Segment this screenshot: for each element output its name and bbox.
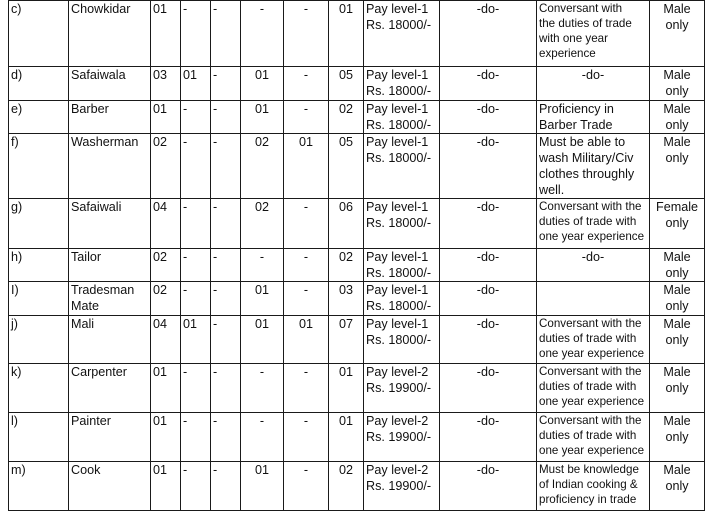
age-cell: -do- <box>440 101 537 134</box>
count-cell-2: - <box>181 282 211 316</box>
count-cell-5: - <box>284 413 329 462</box>
age-cell: -do- <box>440 413 537 462</box>
pay-line: Rs. 18000/- <box>366 333 432 347</box>
total-cell: 02 <box>329 101 364 134</box>
pay-line: Rs. 19900/- <box>366 479 432 493</box>
remarks-cell <box>650 134 705 199</box>
total-cell: 01 <box>329 1 364 67</box>
age-cell: -do- <box>440 364 537 413</box>
count-cell-2: - <box>181 101 211 134</box>
count-cell-4: - <box>241 249 284 282</box>
qualification-cell <box>537 364 650 413</box>
table-row <box>9 316 705 364</box>
pay-line: Rs. 19900/- <box>366 430 432 444</box>
serial-cell: k) <box>9 364 69 413</box>
table-row <box>9 101 705 134</box>
count-cell-1: 02 <box>151 134 181 199</box>
qualification-cell <box>537 101 650 134</box>
remarks-cell <box>650 1 705 67</box>
count-cell-3: - <box>211 364 241 413</box>
count-cell-1: 02 <box>151 249 181 282</box>
post-name-cell: Painter <box>69 413 151 462</box>
remarks-cell-line: only <box>665 381 689 395</box>
pay-line: Rs. 18000/- <box>366 151 432 165</box>
count-cell-5: - <box>284 199 329 249</box>
pay-line: Pay level-2 <box>366 414 429 428</box>
total-cell: 02 <box>329 249 364 282</box>
remarks-cell-line: only <box>665 333 689 347</box>
qualification-cell-line: experience <box>539 47 596 60</box>
remarks-cell <box>650 462 705 511</box>
post-name-cell: Tradesman Mate <box>69 282 151 316</box>
count-cell-5: - <box>284 1 329 67</box>
qualification-cell <box>537 462 650 511</box>
qualification-cell-line: Must be able to <box>539 135 626 149</box>
qualification-cell <box>537 249 650 282</box>
post-name-cell: Safaiwali <box>69 199 151 249</box>
pay-line: Pay level-1 <box>366 135 429 149</box>
pay-line: Pay level-1 <box>366 250 429 264</box>
qualification-cell-line: Conversant with the <box>539 317 642 330</box>
total-cell: 03 <box>329 282 364 316</box>
qualification-cell <box>537 67 650 101</box>
table-body <box>9 1 705 511</box>
serial-cell: j) <box>9 316 69 364</box>
age-cell: -do- <box>440 67 537 101</box>
qualification-cell-line: Must be knowledge <box>539 463 639 476</box>
count-cell-2: - <box>181 134 211 199</box>
count-cell-3: - <box>211 101 241 134</box>
table-row <box>9 249 705 282</box>
count-cell-2: - <box>181 199 211 249</box>
qualification-cell-line: proficiency in trade <box>539 493 637 506</box>
count-cell-1: 01 <box>151 364 181 413</box>
count-cell-5: - <box>284 101 329 134</box>
count-cell-2: - <box>181 364 211 413</box>
post-name-cell: Carpenter <box>69 364 151 413</box>
count-cell-1: 01 <box>151 462 181 511</box>
pay-line: Pay level-2 <box>366 463 429 477</box>
remarks-cell-line: Male <box>663 463 691 477</box>
count-cell-4: 02 <box>241 134 284 199</box>
count-cell-2: - <box>181 1 211 67</box>
remarks-cell <box>650 101 705 134</box>
pay-line: Pay level-1 <box>366 102 429 116</box>
qualification-cell-line: one year experience <box>539 395 645 408</box>
remarks-cell-line: only <box>665 84 689 98</box>
pay-line: Rs. 18000/- <box>366 18 432 32</box>
pay-line: Rs. 19900/- <box>366 381 432 395</box>
count-cell-4: - <box>241 1 284 67</box>
serial-cell: e) <box>9 101 69 134</box>
remarks-cell <box>650 413 705 462</box>
age-cell: -do- <box>440 282 537 316</box>
remarks-cell-line: only <box>665 266 689 280</box>
count-cell-5: - <box>284 364 329 413</box>
remarks-cell-line: only <box>665 151 689 165</box>
pay-line: Rs. 18000/- <box>366 216 432 230</box>
count-cell-5: 01 <box>284 134 329 199</box>
age-cell: -do- <box>440 316 537 364</box>
pay-line: Pay level-2 <box>366 365 429 379</box>
pay-cell <box>364 101 440 134</box>
count-cell-4: 01 <box>241 67 284 101</box>
count-cell-3: - <box>211 316 241 364</box>
qualification-cell-line: wash Military/Civ <box>539 151 634 165</box>
serial-cell: d) <box>9 67 69 101</box>
serial-cell: f) <box>9 134 69 199</box>
total-cell: 06 <box>329 199 364 249</box>
qualification-cell-line: -do- <box>581 250 605 264</box>
total-cell: 01 <box>329 413 364 462</box>
serial-cell: l) <box>9 413 69 462</box>
qualification-cell-line: duties of trade with <box>539 429 637 442</box>
total-cell: 02 <box>329 462 364 511</box>
remarks-cell-line: Male <box>663 365 691 379</box>
count-cell-3: - <box>211 1 241 67</box>
total-cell: 05 <box>329 67 364 101</box>
count-cell-4: - <box>241 413 284 462</box>
qualification-cell-line: Proficiency in <box>539 102 614 116</box>
remarks-cell <box>650 316 705 364</box>
qualification-cell <box>537 199 650 249</box>
count-cell-2: - <box>181 413 211 462</box>
count-cell-4: 01 <box>241 282 284 316</box>
qualification-cell-line: one year experience <box>539 347 645 360</box>
count-cell-3: - <box>211 249 241 282</box>
remarks-cell-line: Male <box>663 135 691 149</box>
pay-line: Pay level-1 <box>366 200 429 214</box>
count-cell-5: - <box>284 282 329 316</box>
pay-line: Rs. 18000/- <box>366 299 432 313</box>
remarks-cell-line: Male <box>663 250 691 264</box>
age-cell: -do- <box>440 134 537 199</box>
count-cell-2: - <box>181 249 211 282</box>
post-name-cell: Barber <box>69 101 151 134</box>
count-cell-2: 01 <box>181 67 211 101</box>
remarks-cell-line: Male <box>663 317 691 331</box>
qualification-cell-line: of Indian cooking & <box>539 478 638 491</box>
pay-cell <box>364 462 440 511</box>
remarks-cell <box>650 364 705 413</box>
table-row <box>9 199 705 249</box>
age-cell: -do- <box>440 199 537 249</box>
count-cell-1: 04 <box>151 199 181 249</box>
pay-line: Pay level-1 <box>366 317 429 331</box>
count-cell-1: 01 <box>151 413 181 462</box>
qualification-cell-line: with one year <box>539 32 608 45</box>
pay-cell <box>364 413 440 462</box>
table-row <box>9 282 705 316</box>
post-name-cell: Safaiwala <box>69 67 151 101</box>
pay-cell <box>364 134 440 199</box>
pay-cell <box>364 67 440 101</box>
count-cell-2: - <box>181 462 211 511</box>
serial-cell: h) <box>9 249 69 282</box>
qualification-cell-line: one year experience <box>539 230 645 243</box>
qualification-cell-line: Barber Trade <box>539 118 613 132</box>
count-cell-4: 01 <box>241 462 284 511</box>
qualification-cell-line: Conversant with <box>539 2 623 15</box>
post-name-cell: Washerman <box>69 134 151 199</box>
total-cell: 07 <box>329 316 364 364</box>
qualification-cell-line: the duties of trade <box>539 17 632 30</box>
remarks-cell <box>650 249 705 282</box>
qualification-cell-line: Conversant with the <box>539 200 642 213</box>
age-cell: -do- <box>440 462 537 511</box>
qualification-cell-line: one year experience <box>539 444 645 457</box>
serial-cell: I) <box>9 282 69 316</box>
remarks-cell-line: Male <box>663 68 691 82</box>
table-row <box>9 413 705 462</box>
pay-line: Rs. 18000/- <box>366 84 432 98</box>
post-name-cell: Cook <box>69 462 151 511</box>
remarks-cell <box>650 67 705 101</box>
count-cell-4: 01 <box>241 101 284 134</box>
count-cell-2: 01 <box>181 316 211 364</box>
remarks-cell-line: Male <box>663 2 691 16</box>
qualification-cell <box>537 316 650 364</box>
qualification-cell-line: -do- <box>581 68 605 82</box>
pay-line: Pay level-1 <box>366 2 429 16</box>
count-cell-5: - <box>284 462 329 511</box>
remarks-cell-line: only <box>665 479 689 493</box>
count-cell-3: - <box>211 462 241 511</box>
total-cell: 05 <box>329 134 364 199</box>
pay-line: Pay level-1 <box>366 68 429 82</box>
qualification-cell-line: Conversant with the <box>539 365 642 378</box>
pay-line: Rs. 18000/- <box>366 118 432 132</box>
pay-cell <box>364 282 440 316</box>
table-row <box>9 364 705 413</box>
count-cell-5: 01 <box>284 316 329 364</box>
qualification-cell-line: clothes throughly <box>539 167 635 181</box>
count-cell-1: 01 <box>151 1 181 67</box>
table-row <box>9 134 705 199</box>
serial-cell: g) <box>9 199 69 249</box>
total-cell: 01 <box>329 364 364 413</box>
remarks-cell-line: only <box>665 118 689 132</box>
count-cell-3: - <box>211 282 241 316</box>
count-cell-1: 03 <box>151 67 181 101</box>
serial-cell: m) <box>9 462 69 511</box>
count-cell-1: 01 <box>151 101 181 134</box>
qualification-cell-line: duties of trade with <box>539 215 637 228</box>
remarks-cell-line: only <box>665 430 689 444</box>
post-name-cell: Chowkidar <box>69 1 151 67</box>
qualification-cell <box>537 413 650 462</box>
count-cell-1: 04 <box>151 316 181 364</box>
count-cell-3: - <box>211 199 241 249</box>
pay-cell <box>364 364 440 413</box>
qualification-cell <box>537 134 650 199</box>
pay-line: Rs. 18000/- <box>366 266 432 280</box>
count-cell-3: - <box>211 413 241 462</box>
qualification-cell <box>537 1 650 67</box>
age-cell: -do- <box>440 1 537 67</box>
remarks-cell-line: only <box>665 216 689 230</box>
qualification-cell-line: Conversant with the <box>539 414 642 427</box>
table-row <box>9 67 705 101</box>
remarks-cell-line: Male <box>663 102 691 116</box>
count-cell-3: - <box>211 134 241 199</box>
vacancy-table <box>8 0 705 511</box>
pay-cell <box>364 316 440 364</box>
pay-line: Pay level-1 <box>366 283 429 297</box>
count-cell-5: - <box>284 67 329 101</box>
count-cell-5: - <box>284 249 329 282</box>
pay-cell <box>364 199 440 249</box>
qualification-cell <box>537 282 650 316</box>
qualification-cell-line: duties of trade with <box>539 380 637 393</box>
count-cell-1: 02 <box>151 282 181 316</box>
remarks-cell-line: Female <box>656 200 698 214</box>
remarks-cell-line: Male <box>663 283 691 297</box>
count-cell-4: 01 <box>241 316 284 364</box>
remarks-cell-line: only <box>665 299 689 313</box>
age-cell: -do- <box>440 249 537 282</box>
table-row <box>9 462 705 511</box>
count-cell-3: - <box>211 67 241 101</box>
pay-cell <box>364 1 440 67</box>
post-name-cell: Mali <box>69 316 151 364</box>
remarks-cell-line: Male <box>663 414 691 428</box>
remarks-cell <box>650 282 705 316</box>
remarks-cell-line: only <box>665 18 689 32</box>
remarks-cell <box>650 199 705 249</box>
count-cell-4: - <box>241 364 284 413</box>
count-cell-4: 02 <box>241 199 284 249</box>
pay-cell <box>364 249 440 282</box>
qualification-cell-line: duties of trade with <box>539 332 637 345</box>
serial-cell: c) <box>9 1 69 67</box>
qualification-cell-line: well. <box>539 183 565 197</box>
post-name-cell: Tailor <box>69 249 151 282</box>
table-row <box>9 1 705 67</box>
